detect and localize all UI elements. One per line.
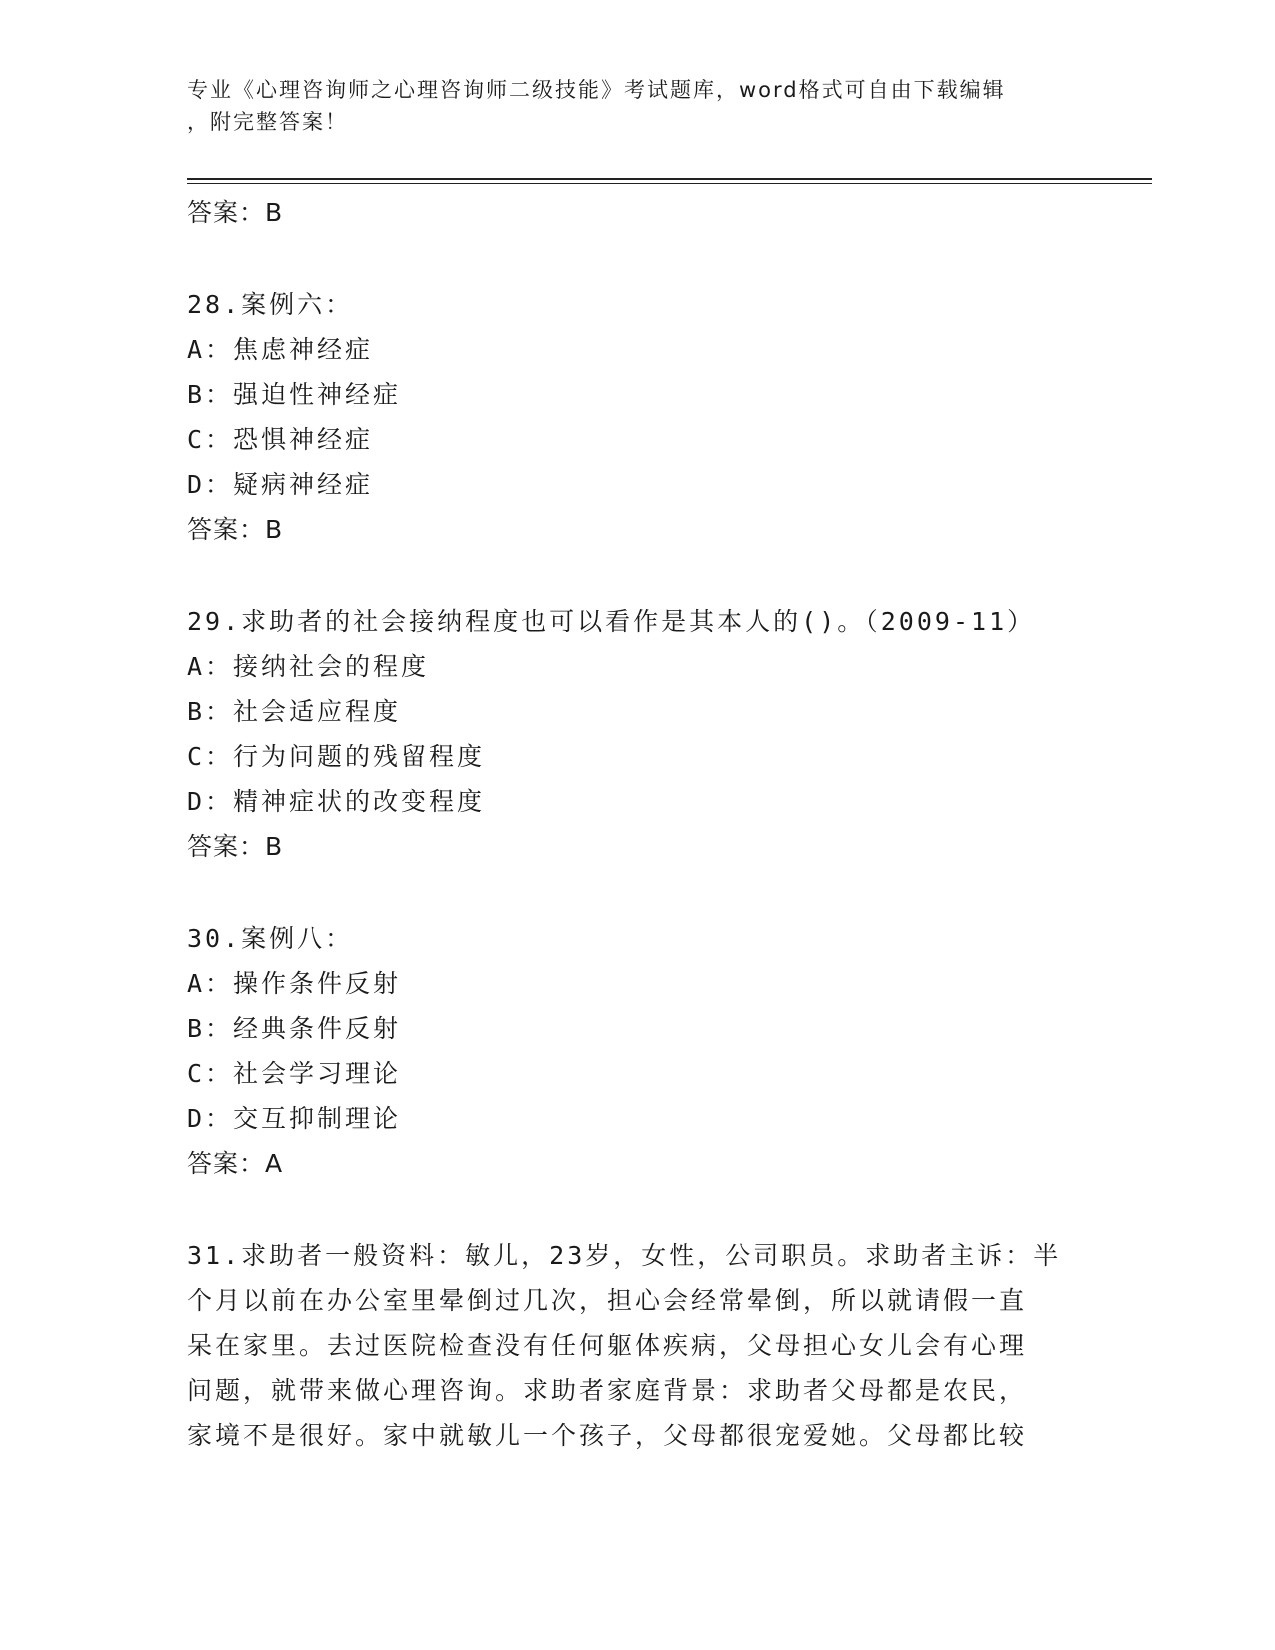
option-b: B：经典条件反射	[187, 1014, 402, 1043]
spacer	[187, 870, 1087, 916]
spacer	[187, 236, 1087, 282]
spacer	[187, 1187, 1087, 1233]
option-d: D：交互抑制理论	[187, 1104, 402, 1133]
paragraph-line: 31.求助者一般资料：敏儿，23岁，女性，公司职员。求助者主诉：半	[187, 1241, 1062, 1270]
page-header	[187, 74, 1087, 138]
spacer	[187, 553, 1087, 599]
option-b: B：社会适应程度	[187, 697, 402, 726]
option-c: C：恐惧神经症	[187, 425, 374, 454]
header-rule-thick	[187, 178, 1152, 180]
paragraph-line: 呆在家里。去过医院检查没有任何躯体疾病，父母担心女儿会有心理	[187, 1331, 1028, 1360]
answer-line: 答案：B	[187, 198, 284, 227]
header-rule-thin	[187, 183, 1152, 184]
answer-line: 答案：A	[187, 1149, 284, 1178]
header-line-2: ，附完整答案！	[187, 110, 348, 134]
question-block	[187, 282, 1087, 553]
document-body	[187, 190, 1087, 1458]
answer-line: 答案：B	[187, 515, 284, 544]
option-d: D：疑病神经症	[187, 470, 374, 499]
paragraph-line: 个月以前在办公室里晕倒过几次，担心会经常晕倒，所以就请假一直	[187, 1286, 1028, 1315]
question-title: 30.案例八：	[187, 924, 354, 953]
paragraph-line: 家境不是很好。家中就敏儿一个孩子，父母都很宠爱她。父母都比较	[187, 1421, 1028, 1450]
option-d: D：精神症状的改变程度	[187, 787, 486, 816]
question-title: 28.案例六：	[187, 290, 354, 319]
answer-line: 答案：B	[187, 832, 284, 861]
question-title: 29.求助者的社会接纳程度也可以看作是其本人的()。（2009-11）	[187, 607, 1036, 636]
option-c: C：社会学习理论	[187, 1059, 402, 1088]
option-a: A：焦虑神经症	[187, 335, 374, 364]
question-31-paragraph	[187, 1233, 1087, 1458]
option-a: A：操作条件反射	[187, 969, 402, 998]
option-a: A：接纳社会的程度	[187, 652, 430, 681]
question-block	[187, 599, 1087, 870]
option-c: C：行为问题的残留程度	[187, 742, 486, 771]
header-line-1: 专业《心理咨询师之心理咨询师二级技能》考试题库，word格式可自由下载编辑	[187, 78, 1006, 102]
question-block	[187, 916, 1087, 1187]
option-b: B：强迫性神经症	[187, 380, 402, 409]
paragraph-line: 问题，就带来做心理咨询。求助者家庭背景：求助者父母都是农民，	[187, 1376, 1028, 1405]
